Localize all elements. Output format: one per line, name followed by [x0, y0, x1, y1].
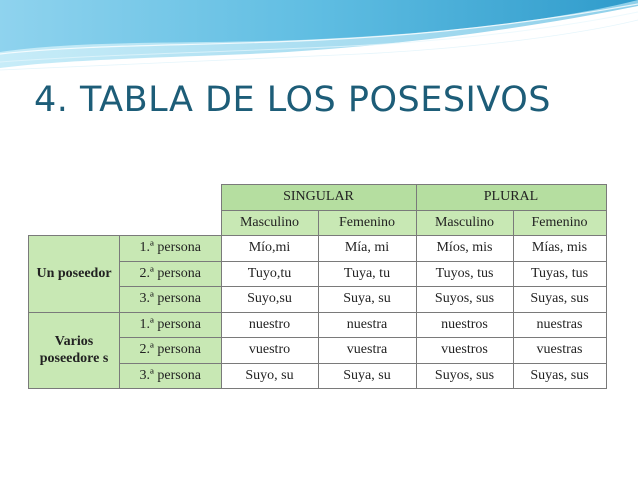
table-cell: Suyo,su — [221, 287, 318, 313]
gender-header: Masculino — [416, 210, 513, 236]
gender-header-row — [29, 210, 607, 236]
table-cell: Mía, mi — [318, 236, 416, 262]
table-cell: Mío,mi — [221, 236, 318, 262]
empty-corner — [120, 210, 222, 236]
person-label: 3.ª persona — [120, 287, 222, 313]
person-label: 3.ª persona — [120, 363, 222, 389]
table-cell: nuestras — [513, 312, 606, 338]
table-cell: Tuyas, tus — [513, 261, 606, 287]
table-cell: nuestro — [221, 312, 318, 338]
person-label: 2.ª persona — [120, 261, 222, 287]
gender-header: Femenino — [318, 210, 416, 236]
group-label-un-poseedor: Un poseedor — [29, 236, 120, 313]
table-cell: nuestros — [416, 312, 513, 338]
slide-title: 4. TABLA DE LOS POSESIVOS — [34, 80, 551, 120]
table-row — [29, 312, 607, 338]
group-label-varios-poseedores: Varios poseedore s — [29, 312, 120, 389]
table-cell: Suyos, sus — [416, 363, 513, 389]
table-cell: Suyo, su — [221, 363, 318, 389]
table-row — [29, 236, 607, 262]
empty-corner — [120, 185, 222, 211]
table-cell: nuestra — [318, 312, 416, 338]
decorative-wave — [0, 0, 638, 80]
table-cell: vuestro — [221, 338, 318, 364]
possessives-table — [28, 184, 607, 389]
table-cell: vuestra — [318, 338, 416, 364]
table-cell: Tuya, tu — [318, 261, 416, 287]
gender-header: Femenino — [513, 210, 606, 236]
table-cell: Suya, su — [318, 363, 416, 389]
number-header-row — [29, 185, 607, 211]
empty-corner — [29, 185, 120, 211]
empty-corner — [29, 210, 120, 236]
table-cell: Mías, mis — [513, 236, 606, 262]
table-cell: Suyas, sus — [513, 287, 606, 313]
table-cell: vuestros — [416, 338, 513, 364]
table-cell: Tuyos, tus — [416, 261, 513, 287]
table-cell: Tuyo,tu — [221, 261, 318, 287]
table-cell: Suyos, sus — [416, 287, 513, 313]
person-label: 1.ª persona — [120, 312, 222, 338]
table-cell: Suyas, sus — [513, 363, 606, 389]
singular-header: SINGULAR — [221, 185, 416, 211]
table-cell: Suya, su — [318, 287, 416, 313]
plural-header: PLURAL — [416, 185, 606, 211]
gender-header: Masculino — [221, 210, 318, 236]
person-label: 1.ª persona — [120, 236, 222, 262]
table-cell: vuestras — [513, 338, 606, 364]
person-label: 2.ª persona — [120, 338, 222, 364]
table-cell: Míos, mis — [416, 236, 513, 262]
